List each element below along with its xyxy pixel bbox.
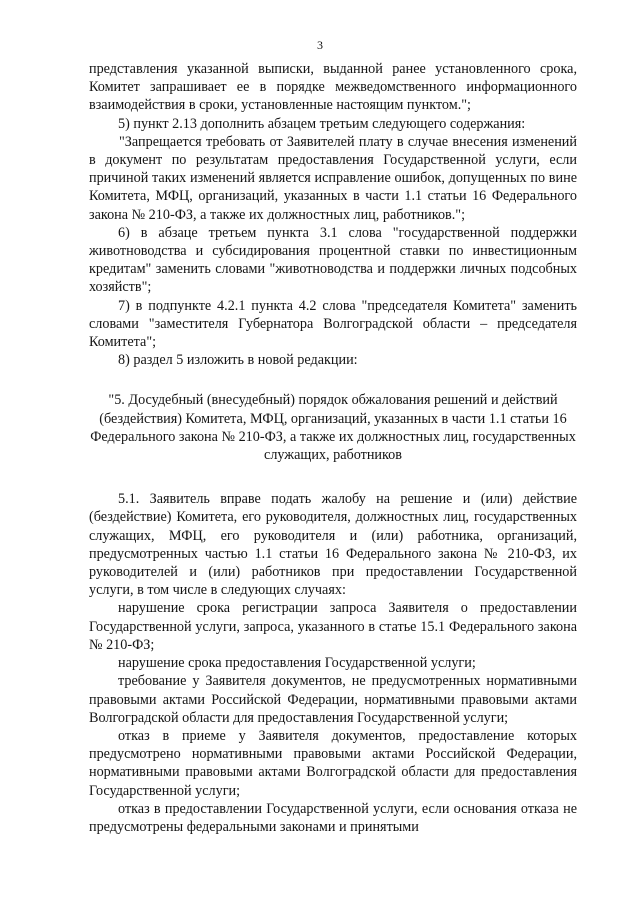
paragraph-continuation: представления указанной выписки, выданной ранее установленного срока, Комитет запрашивает ее в порядке межведомственного информационного взаимодействия в сроки, установленные настоящим пунктом."; — [89, 61, 577, 114]
paragraph-case-refusal-acceptance: отказ в приеме у Заявителя документов, предоставление которых предусмотрено нормативными правовыми актами Российской Федерации, нормативными правовыми актами Волгоградской области для предоставления Государственной услуги; — [89, 727, 577, 799]
paragraph-case-deadline: нарушение срока предоставления Государственной услуги; — [118, 655, 476, 672]
paragraph-quoted-amendment: "Запрещается требовать от Заявителей плату в случае внесения изменений в документ по результатам предоставления Государственной услуги, если причиной таких изменений является исправление ошибок, допущенных по вине Комитета, МФЦ, организаций, указанных в части 1.1 статьи 16 Федерального закона № 210-ФЗ, а также их должностных лиц, работников."; — [89, 133, 577, 223]
paragraph-case-refusal-service: отказ в предоставлении Государственной услуги, если основания отказа не предусмотрены федеральными законами и принятыми — [89, 800, 577, 835]
document-body — [89, 60, 577, 836]
paragraph-5-1: 5.1. Заявитель вправе подать жалобу на решение и (или) действие (бездействие) Комитета, его руководителя, должностных лиц, государственных служащих, МФЦ, его руководителя и (или) работника, организаций, предусмотренных частью 1.1 статьи 16 Федерального закона № 210-ФЗ, их руководителей и (или) работников при предоставлении Государственной услуги, в том числе в следующих случаях: — [89, 491, 577, 599]
paragraph-case-documents-required: требование у Заявителя документов, не предусмотренных нормативными правовыми актами Российской Федерации, нормативными правовыми актами Волгоградской области для предоставления Государственной услуги; — [89, 673, 577, 726]
section-heading: "5. Досудебный (внесудебный) порядок обжалования решений и действий (бездействия) Комитета, МФЦ, организаций, указанных в части 1.1 статьи 16 Федерального закона № 210-ФЗ, а также их должностных лиц, государственных служащих, работников — [90, 392, 576, 464]
page-number: 3 — [317, 38, 323, 52]
paragraph-case-registration: нарушение срока регистрации запроса Заявителя о предоставлении Государственной услуги, запроса, указанного в статье 15.1 Федерального закона № 210-ФЗ; — [89, 600, 577, 653]
paragraph-item-8: 8) раздел 5 изложить в новой редакции: — [118, 352, 358, 369]
paragraph-item-7: 7) в подпункте 4.2.1 пункта 4.2 слова "председателя Комитета" заменить словами "заместителя Губернатора Волгоградской области – председателя Комитета"; — [89, 297, 577, 351]
paragraph-item-6: 6) в абзаце третьем пункта 3.1 слова "государственной поддержки животноводства и субсидирования процентной ставки по инвестиционным кредитам" заменить словами "животноводства и поддержки личных подсобных хозяйств"; — [89, 224, 577, 296]
paragraph-item-5: 5) пункт 2.13 дополнить абзацем третьим следующего содержания: — [118, 115, 526, 132]
